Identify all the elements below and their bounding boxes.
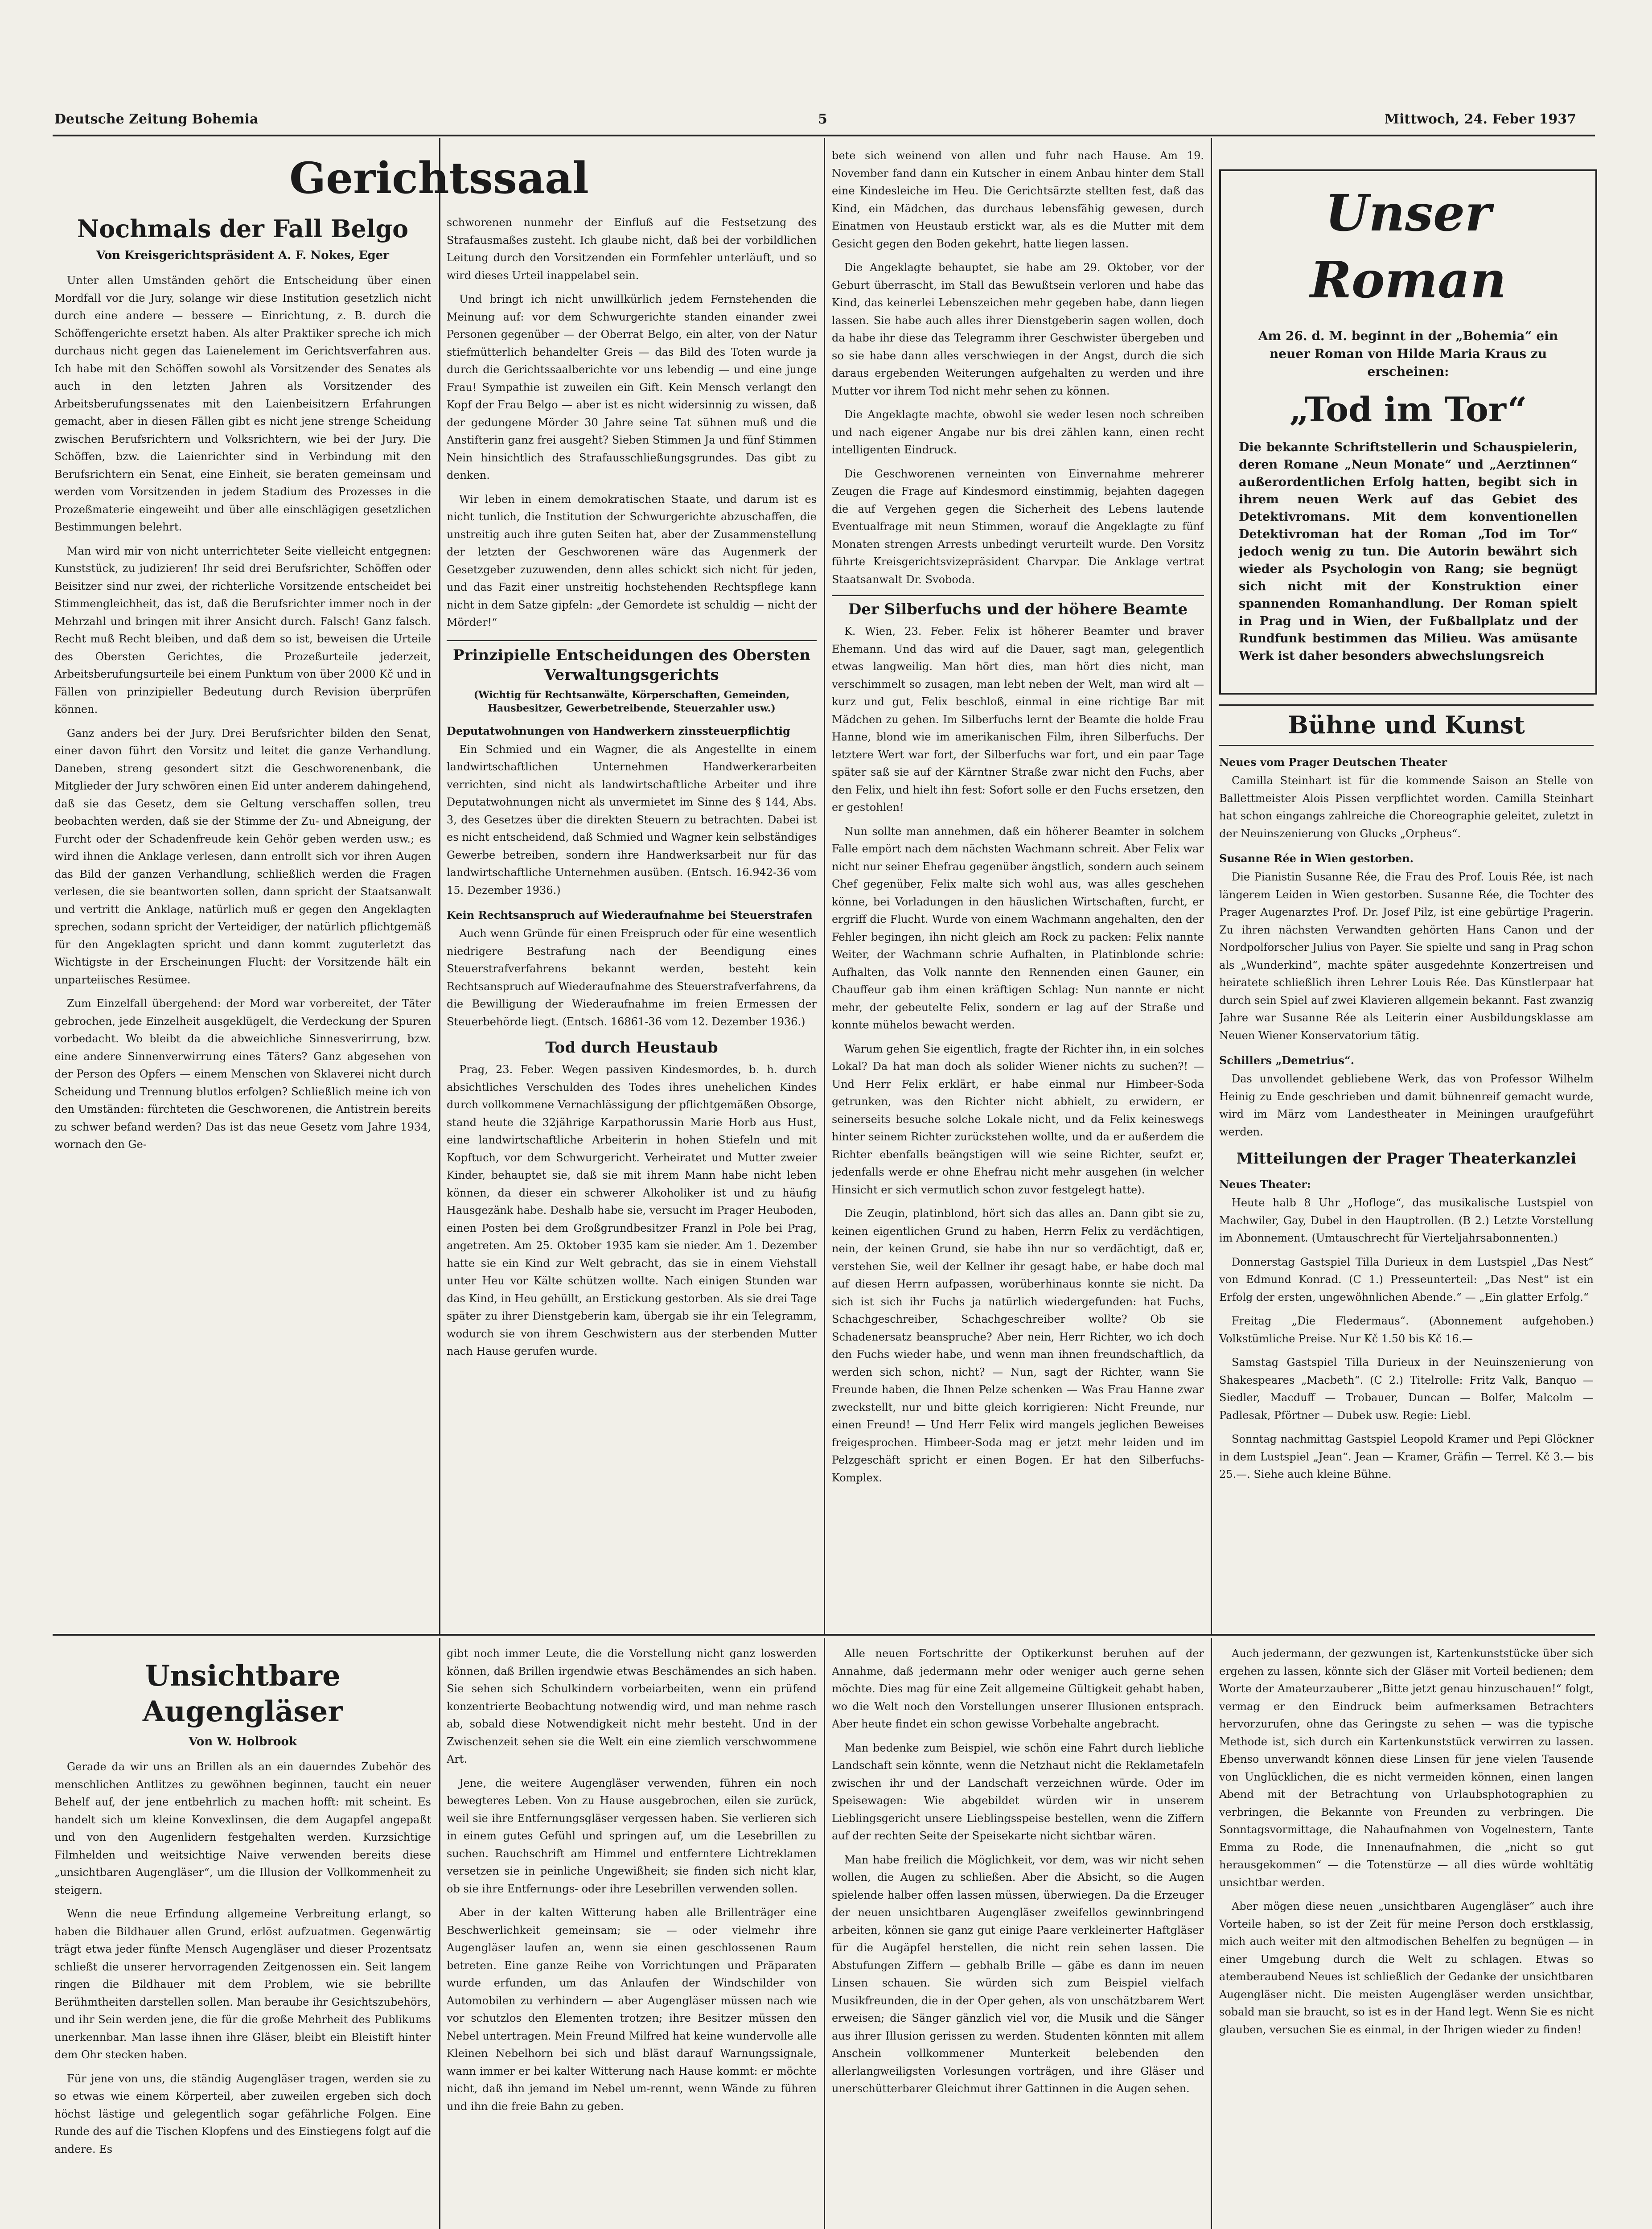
paragraph: Warum gehen Sie eigentlich, fragte der Richter ihn, in ein solches Lokal? Da hat man doch als solider Wiener nichts zu suchen?! — Und Herr Felix erklärt, er habe einmal nur Himbeer-Soda getrunken, was den Richter nicht abhielt, zu erwidern, er seinerseits besuche solche Lokale nicht, und da Felix keineswegs hinter seinem Richter zurückstehen wollte, und da er außerdem die Richter ebenfalls beängstigen will wie seine Richter, seufzt er, jedenfalls werde er ohne Ehefrau nicht mehr ausgehen (in welcher Hinsicht er sich vermutlich schon zuvor festgelegt hatte). [832,1042,1204,1196]
section-rule [1211,1634,1595,1636]
paragraph: K. Wien, 23. Feber. Felix ist höherer Beamter und braver Ehemann. Und das wird auf die Dauer, sagt man, gelegentlich etwas langweilig. Man hört dies, man hört dies nicht, man verschimmelt so zusagen, man lebt neben der Welt, man wird alt — kurz und gut, Felix beschloß, einmal in eine richtige Bar mit Mädchen zu gehen. Im Silberfuchs lernt der Beamte die holde Frau Hanne, blond wie im amerikanischen Film, ihren Silberfuchs. Der letztere Wert war fort, der Silberfuchs war fort, und ein paar Tage später saß sie auf der Kärntner Straße zwar nicht den Fuchs, aber den Felix, und hielt ihn fest: Sofort solle er den Fuchs ersetzen, den er gestohlen! [832,625,1204,814]
section-rule [53,1634,1211,1636]
novel-box-title: Unser Roman [1310,184,1507,309]
column-gerichtssaal [54,147,431,1632]
paragraph: Auch jedermann, der gezwungen ist, Kartenkunststücke über sich ergehen zu lassen, könnte sich der Gläser mit Vorteil bedienen; dem Worte der Amateurzauberer „Bitte jetzt genau hinzuschauen!“ folgt, vermag er den Eindruck beim aufmerksamen Betrachters hervorzurufen, ohne das Geringste zu sehen — was die typische Methode ist, sich durch ein Kartenkunststück verwirren zu lassen. Ebenso unverwandt können diese Linsen für jene vielen Tausende von Unglücklichen, die es nicht vermeiden können, einen langen Abend mit der Betrachtung von Urlaubsphotographien zu verbringen, die Bekannte von Freunden zu verbringen. Die Sonntagsvormittage, die Nahaufnahmen von Vogelnestern, Tante Emma zu Rode, die Innenaufnahmen, die „nicht so gut herausgekommen“ — die Totenstürze — all dies würde wohltätig unsichtbar werden. [1219,1647,1594,1889]
paragraph: Ganz anders bei der Jury. Drei Berufsrichter bilden den Senat, einer davon führt den Vorsitz und leitet die ganze Verhandlung. Daneben, streng gesondert sitzt die Geschworenenbank, die Mitglieder der Jury schwören einen Eid unter anderem dahingehend, daß sie das Gesetz, dem sie Geltung verschaffen sollen, treu beobachten werden, daß sie der Stimme der Zu- und Abneigung, der Furcht oder der Schadenfreude kein Gehör geben werden usw.; es wird ihnen die Anklage verlesen, dann entrollt sich vor ihren Augen das Bild der ganzen Verhandlung, schließlich werden die Fragen verlesen, die sie beantworten sollen, dann spricht der Staatsanwalt und vertritt die Anklage, natürlich muß er gegen den Angeklagten sprechen, sodann spricht der Verteidiger, der natürlich pflichtgemäß für den Angeklagten spricht und dann kommt zuguterletzt das Wichtigste in der Erscheinungen Flucht: der Vorsitzende hält ein unparteiisches Resümee. [54,727,431,986]
novel-description: Die bekannte Schriftstellerin und Schauspielerin, deren Romane „Neun Monate“ und „Aerztinnen“ außerordentlichen Erfolg hatten, begibt sich in ihrem neuen Werk auf das Gebiet des Detektivromans. Mit dem konventionellen Detektivroman hat der Roman „Tod im Tor“ jedoch wenig zu tun. Die Autorin bewährt sich wieder als Psychologin von Rang; sie begnügt sich nicht mit der Konstruktion einer spannenden Romanhandlung. Der Roman spielt in Prag und in Wien, der Fußballplatz und der Rundfunk bestimmen das Milieu. Was amüsante Werk ist daher besonders abwechslungsreich [1239,440,1578,663]
paragraph: Donnerstag Gastspiel Tilla Durieux in dem Lustspiel „Das Nest“ von Edmund Konrad. (C 1.) Presseunterteil: „Das Nest“ ist ein Erfolg der ersten, ungewöhnlichen Abende.“ — „Ein glatter Erfolg.“ [1219,1255,1594,1304]
paragraph: Zum Einzelfall übergehend: der Mord war vorbereitet, der Täter gebrochen, jede Einzelheit ausgeklügelt, die Verdeckung der Spuren vorbedacht. Wo bleibt da die abweichliche Sinnesverirrung, bzw. eine andere Sinnenverwirrung eines Täters? Ganz abgesehen von der Person des Opfers — einem Menschen von Sklaverei nicht durch Scheidung und Trennung blutlos erfolgen? Schließlich meine ich von den Umständen: fürchteten die Geschworenen, die Antistrein bereits zu schwer befand werden? Das ist das neue Gesetz vom Jahre 1934, wornach den Ge- [54,997,431,1151]
header-rule [53,135,1595,136]
paragraph: Gerade da wir uns an Brillen als an ein dauerndes Zubehör des menschlichen Antlitzes zu gewöhnen beginnen, taucht ein neuer Behelf auf, der jene entbehrlich zu machen hofft: mit scheint. Es handelt sich um kleine Konvexlinsen, die dem Augapfel angepaßt und von den Augenlidern festgehalten werden. Kurzsichtige Filmhelden und weitsichtige Naive verwenden bereits diese „unsichtbaren Augengläser“, um die Illusion der Vollkommenheit zu steigern. [54,1760,431,1896]
column-buehne [1219,704,1594,1632]
paragraph: Sonntag nachmittag Gastspiel Leopold Kramer und Pepi Glöckner in dem Lustspiel „Jean“. Jean — Kramer, Gräfin — Terrel. Kč 3.— bis 25.—. Siehe auch kleine Bühne. [1219,1433,1594,1481]
article-title: Tod durch Heustaub [545,1039,718,1057]
paragraph: Aber in der kalten Witterung haben alle Brillenträger eine Beschwerlichkeit gemeinsam; sie — oder vielmehr ihre Augengläser laufen an, wenn sie einen geschlossenen Raum betreten. Eine ganze Reihe von Vorrichtungen und Präparaten wurde erfunden, um das Anlaufen der Windschilder von Automobilen zu verhindern — aber Augengläser müssen nach wie vor schutzlos den Elementen trotzen; ihre Besitzer müssen den Nebel untertragen. Mein Freund Milfred hat keine wundervolle alle Kleinen Nebelhorn bei sich und bläst darauf Warnungssignale, wann immer er bei kalter Witterung nach Hause kommt: er möchte nicht, daß ihn jemand im Nebel um-rennt, wenn Wände zu führen und ihn die freie Bahn zu geben. [447,1906,817,2113]
column-gerichtssaal-2 [447,214,817,1632]
masthead-left: Deutsche Zeitung Bohemia [54,111,259,127]
section-title: Mitteilungen der Prager Theaterkanzlei [1236,1150,1577,1168]
subheading: Neues vom Prager Deutschen Theater [1219,756,1447,769]
column-rule [1211,1638,1212,2229]
section-title: Gerichtssaal [289,153,589,203]
paragraph: Die Pianistin Susanne Rée, die Frau des Prof. Louis Rée, ist nach längerem Leiden in Wien gestorben. Susanne Rée, die Tochter des Prager Augenarztes Prof. Dr. Josef Pilz, ist eine gebürtige Pragerin. Zu ihren nächsten Verwandten gehörten Hans Canon und der Nordpolforscher Julius von Payer. Sie spielte und sang in Prag schon als „Wunderkind“, machte später ausgedehnte Konzertreisen und heiratete schließlich ihren Lehrer Louis Rée. Das Künstlerpaar hat durch sein Spiel auf zwei Klavieren allgemein bekannt. Fast zwanzig Jahre war Susanne Rée als Leiterin einer Ausbildungsklasse am Neuen Wiener Konservatorium tätig. [1219,871,1594,1042]
paragraph: Camilla Steinhart ist für die kommende Saison an Stelle von Ballettmeister Alois Pissen verpflichtet worden. Camilla Steinhart hat schon eingangs zahlreiche die Choreographie geleitet, zuletzt in der Neuinszenierung von Glucks „Orpheus“. [1219,774,1594,840]
paragraph: Ein Schmied und ein Wagner, die als Angestellte in einem landwirtschaftlichen Unternehmen Handwerkerarbeiten verrichten, sind nicht als landwirtschaftliche Arbeiter und ihre Deputatwohnungen nicht als unvermietet im Sinne des § 144, Abs. 3, des Gesetzes über die direkten Steuern zu betrachten. Dabei ist es nicht entscheidend, daß Schmied und Wagner kein selbständiges Gewerbe betreiben, sondern ihre Handwerksarbeit nur für das landwirtschaftliche Unternehmen ausüben. (Entsch. 16.942-36 vom 15. Dezember 1936.) [447,743,817,897]
article-title: Unsichtbare Augengläser [142,1659,343,1728]
paragraph: bete sich weinend von allen und fuhr nach Hause. Am 19. November fand dann ein Kutscher in einem Anbau hinter dem Stall eine Kindesleiche im Heu. Die Gerichtsärzte stellten fest, daß das Kind, ein Mädchen, das durchaus lebensfähig gewesen, durch Einatmen von Heustaub erstickt war, als es die Mutter mit dem Gesicht gegen den Boden gekehrt, hatte liegen lassen. [832,149,1204,250]
article-title: Der Silberfuchs und der höhere Beamte [848,600,1188,618]
subheading: Kein Rechtsanspruch auf Wiederaufnahme bei Steuerstrafen [447,909,813,921]
subheading: Schillers „Demetrius“. [1219,1054,1355,1067]
column-rule [1211,138,1212,1634]
section-banner [58,147,820,210]
paragraph: Man bedenke zum Beispiel, wie schön eine Fahrt durch liebliche Landschaft sein könnte, wenn die Netzhaut nicht die Reklametafeln zwischen ihr und der Landschaft verzeichnen würde. Oder im Speisewagen: Wie abgebildet würden wir in unserem Lieblingsgericht unsere Lieblingsspeise bestellen, wenn die Ziffern auf der rechten Seite der Speisekarte nicht sichtbar wären. [832,1741,1204,1842]
subheading: Susanne Rée in Wien gestorben. [1219,852,1414,865]
column-augen-1 [54,1645,431,2229]
column-augen-3 [832,1645,1204,2229]
paragraph: Die Angeklagte machte, obwohl sie weder lesen noch schreiben und nach eigener Angabe nur bis drei zählen kann, einen recht intelligenten Eindruck. [832,408,1204,456]
paragraph: Und bringt ich nicht unwillkürlich jedem Fernstehenden die Meinung auf: vor dem Schwurgerichte standen einander zwei Personen gegenüber — der Oberrat Belgo, ein alter, von der Natur stiefmütterlich behandelter Greis — das Bild des Toten wurde ja durch die Gerichtssaalberichte vor uns lebendig — und eine junge Frau! Sympathie ist zuweilen ein Gift. Kein Mensch verlangt den Kopf der Frau Belgo — aber ist es nicht widersinnig zu wissen, daß der gedungene Mörder 30 Jahre seine Tat sühnen muß und die Anstifterin ganz frei ausgeht? Sieben Stimmen Ja und fünf Stimmen Nein hinsichtlich des Strafausschließungsgrundes. Das gibt zu denken. [447,293,817,481]
paragraph: Jene, die weitere Augengläser verwenden, führen ein noch bewegteres Leben. Von zu Hause ausgebrochen, eilen sie zurück, weil sie ihre Entfernungsgläser vergessen haben. Sie verlieren sich in einem gutes Gefühl und springen auf, um die Lesebrillen zu suchen. Rauchschrift am Himmel und entferntere Lichtreklamen versetzen sie in peinliche Ungewißheit; sie finden sich nicht klar, ob sie ihre Entfernungs- oder ihre Lesebrillen verwenden sollen. [447,1777,817,1895]
column-rule [824,138,825,1634]
subheading: Neues Theater: [1219,1178,1311,1191]
paragraph: Unter allen Umständen gehört die Entscheidung über einen Mordfall vor die Jury, solange wir diese Institution gesetzlich nicht durch eine andere — bessere — Einrichtung, z. B. durch die Schöffengerichte ersetzt haben. Als alter Praktiker spreche ich mich durchaus nicht gegen das Laienelement im Gerichtsverfahren aus. Ich habe mit den Schöffen sowohl als Vorsitzender des Senates als auch in den letzten Jahren als Vorsitzender des Arbeitsberufungssenates mit den Laienbeisitzern Erfahrungen gemacht, aber in diesen Fällen gibt es nicht jene strenge Scheidung zwischen Berufsrichtern und Volksrichtern, wie bei der Jury. Die Schöffen, bzw. die Laienrichter sind in Verbindung mit den Berufsrichtern ein Senat, eine Einheit, sie beraten gemeinsam und werden vom Vorsitzenden in jedem Stadium des Prozesses in die Prozeßmaterie eingeweiht und über alle einschlägigen gesetzlichen Bestimmungen belehrt. [54,274,431,533]
paragraph: Für jene von uns, die ständig Augengläser tragen, werden sie zu so etwas wie einem Körperteil, aber zuweilen ergeben sich doch höchst lästige und gelegentlich sogar gefährliche Folgen. Eine Runde des auf die Tischen Klopfens und des Einstiegens folgt auf die andere. Es [54,2072,431,2155]
novel-announcement-box [1219,169,1597,695]
paragraph: Wir leben in einem demokratischen Staate, und darum ist es nicht tunlich, die Institution der Schwurgerichte abzuschaffen, die unstreitig auch ihre guten Seiten hat, aber der Zusammenstellung der letzten der Geschworenen wäre das Augenmerk der Gesetzgeber zuzuwenden, denn alles schickt sich nicht für jeden, und das Fazit einer unstreitig hochstehenden Rechtspflege kann nicht in dem Satze gipfeln: „der Gemordete ist schuldig — nicht der Mörder!“ [447,493,817,629]
paragraph: Heute halb 8 Uhr „Hofloge“, das musikalische Lustspiel von Machwiler, Gay, Dubel in den Hauptrollen. (B 2.) Letzte Vorstellung im Abonnement. (Umtauschrecht für Vierteljahrsabonnenten.) [1219,1197,1594,1244]
column-3 [832,147,1204,1632]
paragraph: gibt noch immer Leute, die die Vorstellung nicht ganz loswerden können, daß Brillen irgendwie etwas Beschämendes an sich haben. Sie sehen sich Schulkindern vorbeiarbeiten, wenn ein prüfend konzentrierte Beobachtung notwendig wird, und man nehme rasch ab, sobald diese Notwendigkeit nicht mehr besteht. Und in der Zwischenzeit sehen sie die Welt ein eine ziemlich verschwommene Art. [447,1647,817,1765]
paragraph: Man wird mir von nicht unterrichteter Seite vielleicht entgegnen: Kunststück, zu judizieren! Ihr seid drei Berufsrichter, Schöffen oder Beisitzer sind nur zwei, der richterliche Vorsitzende entscheidet bei Stimmengleichheit, das ist, daß die Berufsrichter immer noch in der Mehrzahl und bringen mit ihrer Ansicht durch. Falsch! Ganz falsch. Recht muß Recht bleiben, und daß dem so ist, beweisen die Urteile des Obersten Gerichtes, die Prozeßurteile jederzeit, Arbeitsberufungsurteile bei einem Punktum von über 2000 Kč und in Fällen von prinzipieller Bedeutung durch Revision überprüfen können. [54,544,431,716]
paragraph: Wenn die neue Erfindung allgemeine Verbreitung erlangt, so haben die Bildhauer allen Grund, erlöst aufzuatmen. Gegenwärtig trägt etwa jeder fünfte Mensch Augengläser und dieser Prozentsatz schließt die unserer hervorragenden Zeitgenossen ein. Seit langem ringen die Bildhauer mit dem Problem, wie sie bebrillte Berühmtheiten darstellen sollen. Man beraube ihr Gesichtszubehörs, und ihr Sein werden jene, die für die große Mehrheit des Publikums unerkennbar. Man lasse ihnen ihre Gläser, bleibt ein Bleistift hinter dem Ohr stecken haben. [54,1908,431,2061]
paragraph: Auch wenn Gründe für einen Freispruch oder für eine wesentlich niedrigere Bestrafung nach der Beendigung eines Steuerstrafverfahrens bekannt werden, besteht kein Rechtsanspruch auf Wiederaufnahme des Steuerstrafverfahrens, da die Bewilligung der Wiederaufnahme im freien Ermessen der Steuerbehörde liegt. (Entsch. 16861-36 vom 12. Dezember 1936.) [447,927,817,1028]
article-subtitle: (Wichtig für Rechtsanwälte, Körperschaften, Gemeinden, Hausbesitzer, Gewerbetreibende, Steuerzahler usw.) [473,689,790,714]
column-augen-4 [1219,1645,1594,2229]
column-rule [824,1638,825,2229]
paragraph: Man habe freilich die Möglichkeit, vor dem, was wir nicht sehen wollen, die Augen zu schließen. Aber die Absicht, so die Augen spielende halber offen lassen müssen, überwiegen. Da die Erzeuger der neuen unsichtbaren Augengläser zweifellos gewinnbringend arbeiten, können sie ganz gut einige Paare verkleinerter Haftgläser für die Augäpfel herstellen, die nicht rein sehen lassen. Die Abstufungen Ziffern — gebhalb Brille — gäbe es dann im neuen Linsen schauen. Sie würden sich zum Beispiel vielfach Musikfreunden, die in der Oper gehen, als von unschätzbarem Wert erweisen; die Sänger gänzlich viel vor, die Musik und die Sänger aus ihrer Illusion gerissen zu werden. Studenten könnten mit allem Anschein vollkommener Munterkeit belebenden den allerlangweiligsten Vorlesungen vorträgen, und ihre Gläser und unerschütterbarer Gleichmut ihrer Gattinnen in die Augen sehen. [832,1853,1204,2095]
paragraph: Prag, 23. Feber. Wegen passiven Kindesmordes, b. h. durch absichtliches Verschulden des Todes ihres unehelichen Kindes durch vollkommene Vernachlässigung der pflichtgemäßen Obsorge, stand heute die 32jährige Karpathorussin Marie Horb aus Hust, eine landwirtschaftliche Arbeiterin in hohen Stiefeln und mit Kopftuch, vor dem Schwurgericht. Verheiratet und Mutter zweier Kinder, behauptet sie, daß sie mit ihrem Mann habe nicht leben können, da dieser ein schwerer Alkoholiker ist und zu häufig Hausgezänk habe. Deshalb habe sie, versucht im Prager Heuboden, einen Posten bei dem Großgrundbesitzer Franzl in Pole bei Prag, angetreten. Am 25. Oktober 1935 kam sie nieder. Am 1. Dezember hatte sie ein Kind zur Welt gebracht, das sie in einem Viehstall unter Heu vor Kälte schützen wollte. Nach einigen Stunden war das Kind, in Heu gehüllt, an Erstickung gestorben. Als sie drei Tage später zu ihrer Dienstgeberin kam, übergab sie ihr ein Telegramm, wodurch sie von ihrem Geschwistern aus der sterbenden Mutter nach Hause gerufen wurde. [447,1063,817,1357]
paragraph: Freitag „Die Fledermaus“. (Abonnement aufgehoben.) Volkstümliche Preise. Nur Kč 1.50 bis Kč 16.— [1219,1315,1594,1345]
page-number: 5 [818,111,827,127]
paragraph: Die Zeugin, platinblond, hört sich das alles an. Dann gibt sie zu, keinen eigentlichen Grund zu haben, Herrn Felix zu verdächtigen, nein, der keinen Grund, sie habe ihn nur so verdächtigt, daß er, verstehen Sie, weil der Kellner ihr gesagt habe, er habe doch mal auf diesen Herrn aufpassen, worüberhinaus konnte sie nicht. Da sich ist sich ihr Fuchs ja natürlich wiedergefunden: hat Fuchs, Schachgeschreiber, Schachgeschreiber wollte? Ob sie Schadenersatz beanspruche? Aber nein, Herr Richter, wo ich doch den Fuchs wieder habe, und wenn man ihnen freundschaftlich, da werden sich schon, nicht? — Nun, sagt der Richter, wann Sie Freunde haben, die Ihnen Pelze schenken — Was Frau Hanne zwar zweckstellt, nur und bitte gleich korrigieren: Nicht Freunde, nur einen Freund! — Und Herr Felix wird mangels jeglichen Beweises freigesprochen. Himbeer-Soda mag er jetzt mehr leiden und im Pelzgeschäft spricht er einen Bogen. Er hat den Silberfuchs-Komplex. [832,1207,1204,1484]
section-title: Bühne und Kunst [1288,711,1525,739]
paragraph: Alle neuen Fortschritte der Optikerkunst beruhen auf der Annahme, daß jedermann mehr oder weniger auch gerne sehen möchte. Dies mag für eine Zeit allgemeine Gültigkeit gehabt haben, wo die Welt noch den Vorstellungen unserer Illusionen entsprach. Aber heute findet ein schon gewisse Vorbehalte angebracht. [832,1647,1204,1730]
issue-date: Mittwoch, 24. Feber 1937 [1384,111,1576,127]
paragraph: Die Geschworenen verneinten von Einvernahme mehrerer Zeugen die Frage auf Kindesmord einstimmig, bejahten dagegen die auf Vergehen gegen die Sicherheit des Lebens lautende Eventualfrage mit neun Stimmen, worauf die Angeklagte zu fünf Monaten strengen Arrests unbedingt verurteilt wurde. Den Vorsitz führte Kreisgerichtsvizepräsident Charvpar. Die Anklage vertrat Staatsanwalt Dr. Svoboda. [832,467,1204,586]
column-rule [439,138,440,1634]
paragraph: Das unvollendet gebliebene Werk, das von Professor Wilhelm Heinig zu Ende geschrieben und damit bühnenreif gemacht wurde, wird im März vom Landestheater in Meiningen uraufgeführt werden. [1219,1073,1594,1138]
novel-intro: Am 26. d. M. beginnt in der „Bohemia“ ein neuer Roman von Hilde Maria Kraus zu erscheinen: [1258,329,1558,379]
novel-title: „Tod im Tor“ [1289,390,1527,429]
paragraph: schworenen nunmehr der Einfluß auf die Festsetzung des Strafausmaßes zusteht. Ich glaube nicht, daß bei der vorbildlichen Leitung durch den Vorsitzenden ein Formfehler unterläuft, und so wird dieses Urteil inappelabel sein. [447,216,817,282]
paragraph: Samstag Gastspiel Tilla Durieux in der Neuinszenierung von Shakespeares „Macbeth“. (C 2.) Titelrolle: Fritz Valk, Banquo — Siedler, Macduff — Trobauer, Duncan — Bolfer, Malcolm — Padlesak, Pförtner — Dubek usw. Regie: Liebl. [1219,1356,1594,1422]
paragraph: Die Angeklagte behauptet, sie habe am 29. Oktober, vor der Geburt überrascht, im Stall das Bewußtsein verloren und habe das Kind, das keinerlei Lebenszeichen mehr gegeben habe, dann liegen lassen. Sie habe auch alles ihrer Dienstgeberin sagen wollen, doch da habe ihr diese das Telegramm ihrer Geschwister übergeben und so sie habe dann alles verschwiegen in der Angst, durch die sich daraus ergebenden Weiterungen aufgehalten zu werden und ihre Mutter vor ihrem Tod nicht mehr sehen zu können. [832,261,1204,397]
column-augen-2 [447,1645,817,2229]
article-byline: Von Kreisgerichtspräsident A. F. Nokes, Eger [96,249,389,262]
paragraph: Nun sollte man annehmen, daß ein höherer Beamter in solchem Falle empört nach dem nächsten Wachmann schreit. Aber Felix war nicht nur seiner Ehefrau gegenüber ängstlich, sondern auch seinem Chef gegenüber, Felix malte sich wohl aus, was alles geschehen könne, bei Vorladungen in den häuslichen Wirtschaften, furcht, er ergriff die Flucht. Wurde von einem Wachmann angehalten, den der Fehler begingen, ihn nicht gleich am Rock zu packen: Felix nannte Weiter, der Wachmann schrie Aufhalten, in Platinblonde schrie: Aufhalten, das Volk nannte den Rennenden einen Gauner, ein Chauffeur gab ihm einen kräftigen Schlag: Nun nannte er nicht mehr, der gebeutelte Felix, sondern er lag auf der Straße und konnte mühelos bewacht werden. [832,825,1204,1031]
subheading: Deputatwohnungen von Handwerkern zinssteuerpflichtig [447,724,790,737]
article-byline: Von W. Holbrook [189,1735,297,1748]
article-title: Nochmals der Fall Belgo [77,214,409,243]
article-title: Prinzipielle Entscheidungen des Obersten Verwaltungsgerichts [452,646,811,684]
paragraph: Aber mögen diese neuen „unsichtbaren Augengläser“ auch ihre Vorteile haben, so ist der Zeit für meine Person doch erstklassig, mich auch weiter mit den altmodischen Behelfen zu begnügen — in einer Umgebung durch die Welt zu schlagen. Etwas so atemberaubend Neues ist schließlich der Gedanke der unsichtbaren Augengläser nicht. Die meisten Augengläser werden unsichtbar, sobald man sie braucht, so ist es in der Hand legt. Wenn Sie es nicht glauben, versuchen Sie es einmal, in der Ihrigen wieder zu finden! [1219,1900,1594,2036]
column-rule [439,1638,440,2229]
